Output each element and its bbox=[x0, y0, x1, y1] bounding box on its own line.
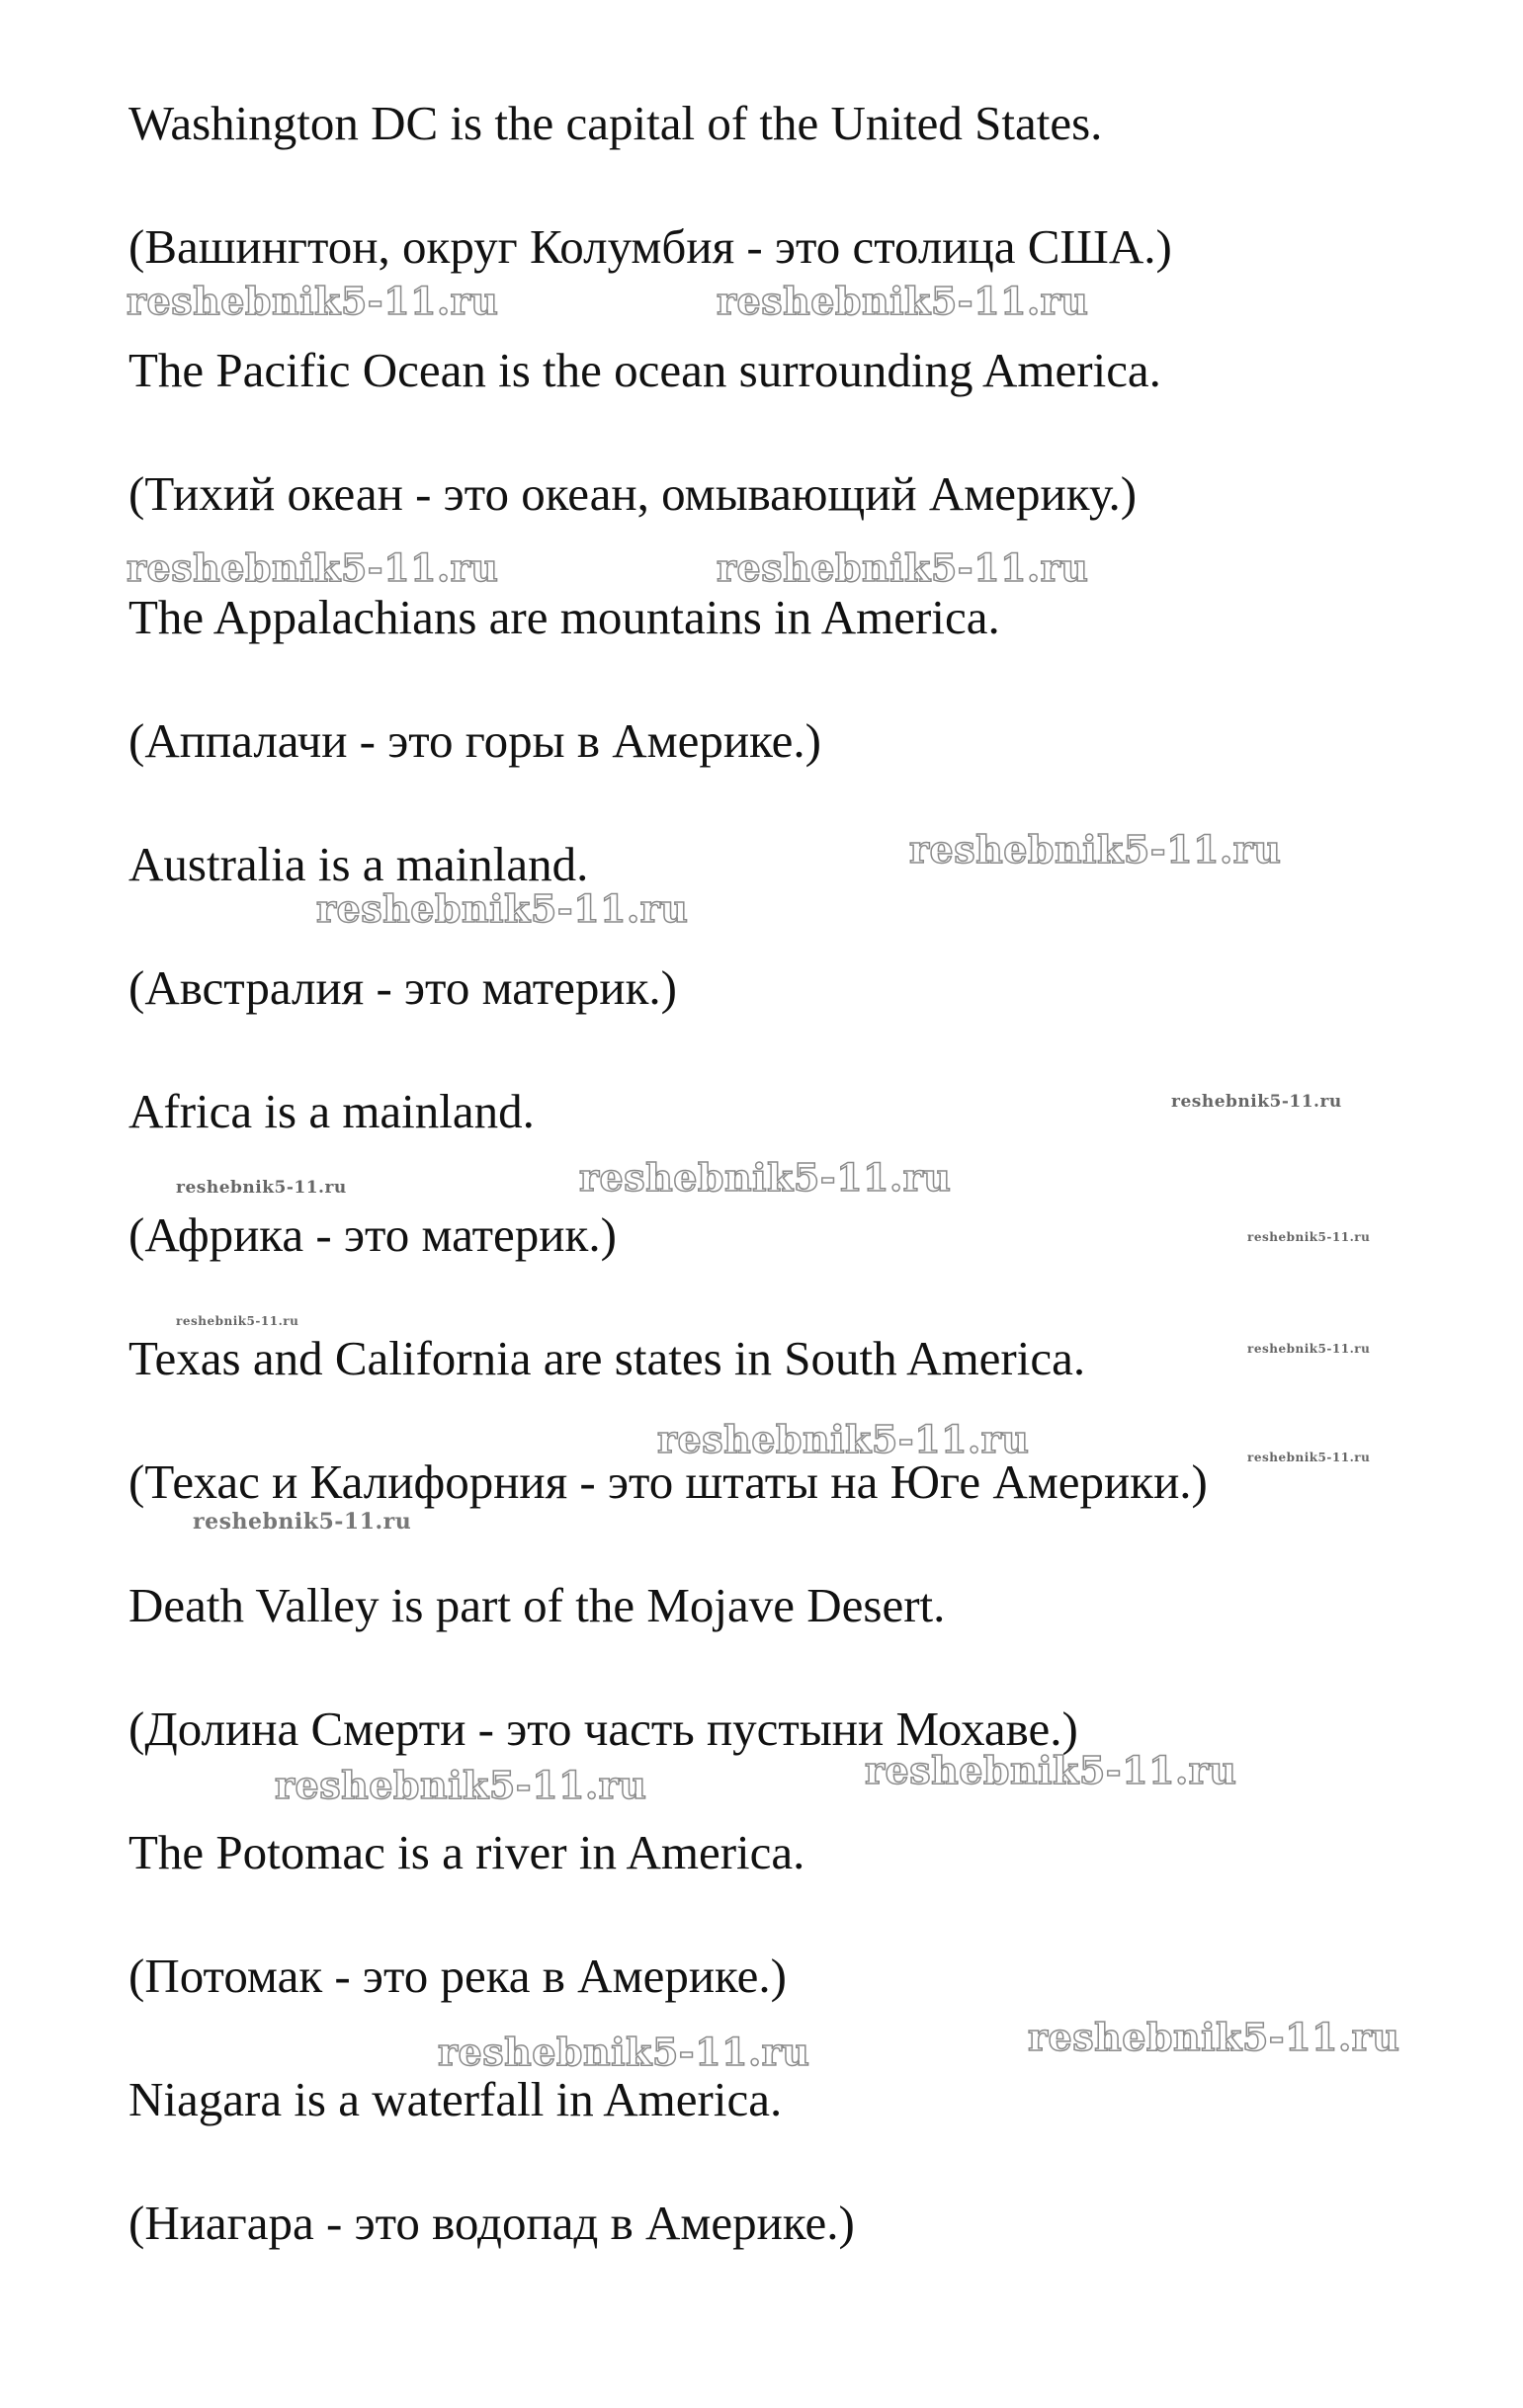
watermark: reshebnik5-11.ru bbox=[1028, 2015, 1400, 2059]
sentence-english: Washington DC is the capital of the United States. bbox=[128, 96, 1103, 150]
watermark: reshebnik5-11.ru bbox=[1171, 1092, 1342, 1112]
watermark: reshebnik5-11.ru bbox=[1247, 1451, 1371, 1464]
watermark: reshebnik5-11.ru bbox=[176, 1314, 299, 1328]
sentence-english: Texas and California are states in South America. bbox=[128, 1331, 1086, 1385]
sentence-russian: (Техас и Калифорния - это штаты на Юге Америки.) bbox=[128, 1454, 1208, 1509]
watermark: reshebnik5-11.ru bbox=[127, 279, 499, 323]
sentence-russian: (Вашингтон, округ Колумбия - это столица США.) bbox=[128, 219, 1172, 274]
sentence-russian: (Долина Смерти - это часть пустыни Мохаве.) bbox=[128, 1702, 1078, 1756]
sentence-russian: (Австралия - это материк.) bbox=[128, 960, 677, 1015]
watermark: reshebnik5-11.ru bbox=[717, 279, 1089, 323]
watermark: reshebnik5-11.ru bbox=[909, 827, 1282, 872]
watermark: reshebnik5-11.ru bbox=[316, 886, 689, 931]
watermark: reshebnik5-11.ru bbox=[275, 1763, 647, 1807]
watermark: reshebnik5-11.ru bbox=[865, 1748, 1237, 1792]
sentence-english: Africa is a mainland. bbox=[128, 1084, 535, 1138]
watermark: reshebnik5-11.ru bbox=[438, 2030, 810, 2074]
watermark: reshebnik5-11.ru bbox=[717, 545, 1089, 590]
sentence-russian: (Потомак - это река в Америке.) bbox=[128, 1949, 787, 2003]
watermark: reshebnik5-11.ru bbox=[657, 1417, 1030, 1461]
sentence-english: The Appalachians are mountains in America. bbox=[128, 590, 1000, 644]
sentence-english: The Potomac is a river in America. bbox=[128, 1825, 805, 1879]
sentence-english: Australia is a mainland. bbox=[128, 837, 589, 891]
sentence-english: Death Valley is part of the Mojave Desert. bbox=[128, 1578, 946, 1632]
sentence-russian: (Африка - это материк.) bbox=[128, 1207, 617, 1262]
watermark: reshebnik5-11.ru bbox=[176, 1178, 347, 1198]
watermark: reshebnik5-11.ru bbox=[193, 1509, 412, 1535]
watermark: reshebnik5-11.ru bbox=[1247, 1230, 1371, 1244]
watermark: reshebnik5-11.ru bbox=[127, 545, 499, 590]
watermark: reshebnik5-11.ru bbox=[1247, 1342, 1371, 1356]
sentence-english: Niagara is a waterfall in America. bbox=[128, 2072, 783, 2126]
watermark: reshebnik5-11.ru bbox=[579, 1155, 952, 1200]
sentence-russian: (Тихий океан - это океан, омывающий Америку.) bbox=[128, 466, 1138, 521]
sentence-russian: (Ниагара - это водопад в Америке.) bbox=[128, 2196, 855, 2250]
sentence-russian: (Аппалачи - это горы в Америке.) bbox=[128, 713, 822, 768]
sentence-english: The Pacific Ocean is the ocean surrounding America. bbox=[128, 343, 1161, 397]
